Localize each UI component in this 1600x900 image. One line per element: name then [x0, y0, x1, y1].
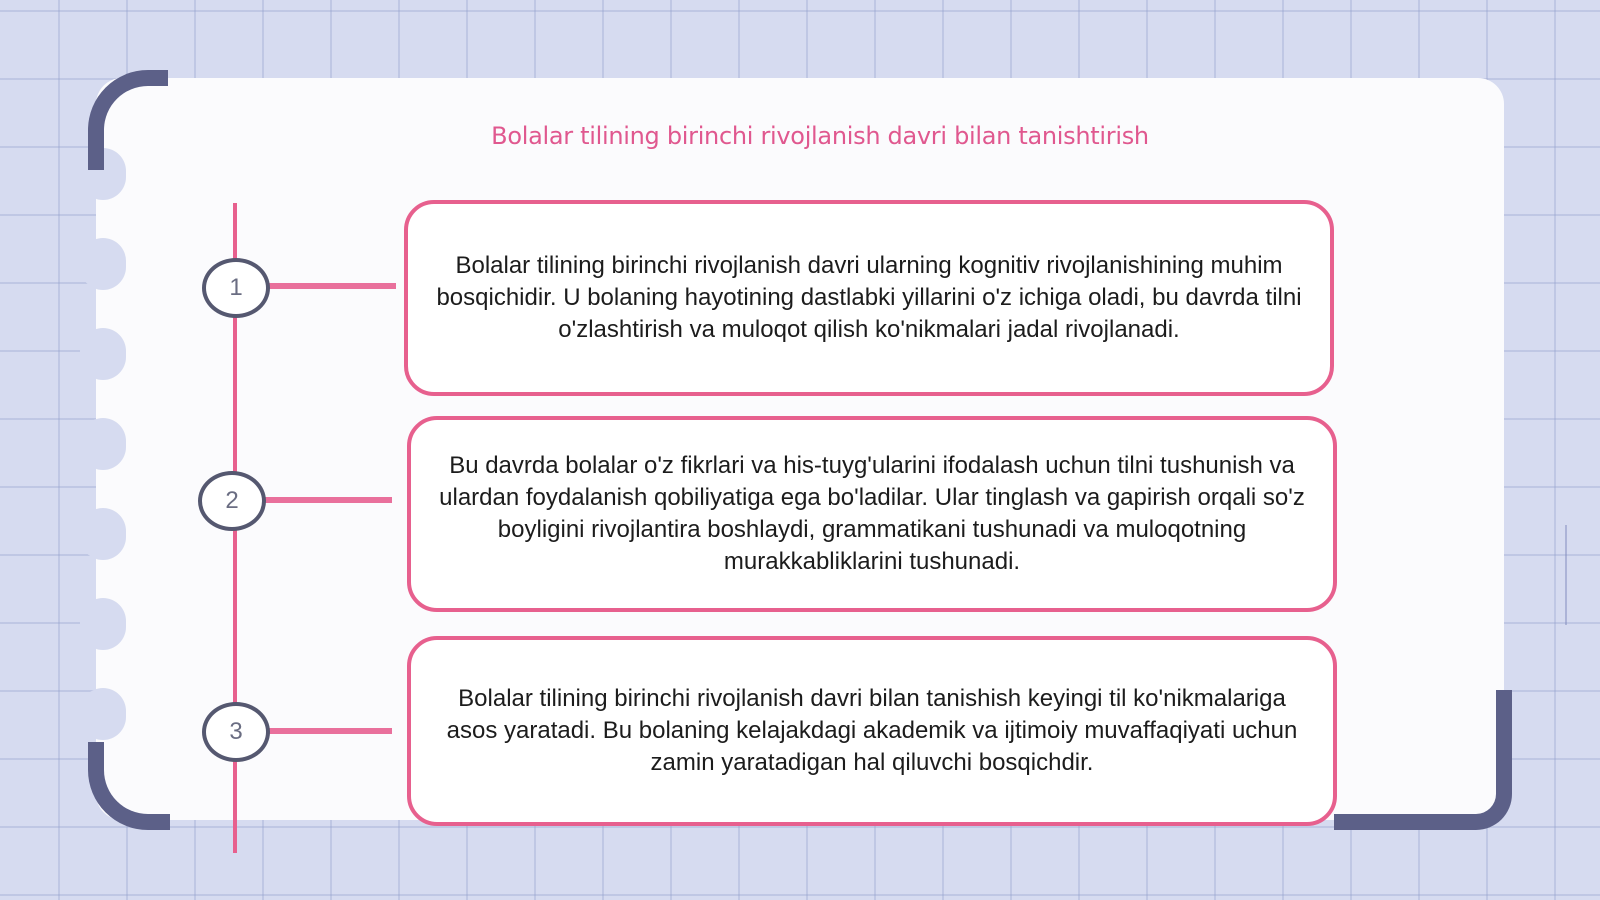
- slide-title: Bolalar tilining birinchi rivojlanish davri bilan tanishtirish: [491, 122, 1149, 150]
- frame-corner-bottom-left: [88, 742, 170, 830]
- timeline-connector: [266, 283, 396, 289]
- step-number-circle: 2: [198, 471, 266, 531]
- step-card-3: [407, 636, 1337, 826]
- frame-corner-bottom-right: [1334, 690, 1512, 830]
- card-notch: [80, 328, 126, 380]
- card-notch: [80, 508, 126, 560]
- frame-corner-top-left: [88, 70, 168, 170]
- card-notch: [80, 598, 126, 650]
- step-card-1: [404, 200, 1334, 396]
- card-notch: [80, 688, 126, 740]
- step-number-circle: 3: [202, 702, 270, 762]
- card-notch: [80, 238, 126, 290]
- grid-accent-line: [1565, 525, 1567, 625]
- step-text: Bu davrda bolalar o'z fikrlari va his-tuyg'ularini ifodalash uchun tilni tushunish va ulardan foydalanish qobiliyatiga ega bo'ladilar. Ular tinglash va gapirish orqali so'z boyligini rivojlantira boshlaydi, grammatikani tushunadi va muloqotning murakkabliklarini tushunadi.: [439, 452, 1305, 575]
- timeline-connector: [262, 497, 392, 503]
- step-number-circle: 1: [202, 258, 270, 318]
- timeline-connector: [266, 728, 392, 734]
- step-card-2: [407, 416, 1337, 612]
- step-text: Bolalar tilining birinchi rivojlanish davri bilan tanishish keyingi til ko'nikmalariga asos yaratadi. Bu bolaning kelajakdagi akademik va ijtimoiy muvaffaqiyati uchun zamin yaratadigan hal qiluvchi bosqichdir.: [446, 685, 1298, 776]
- card-notch: [80, 418, 126, 470]
- step-text: Bolalar tilining birinchi rivojlanish davri ularning kognitiv rivojlanishining muhim bosqichidir. U bolaning hayotining dastlabki yillarini o'z ichiga oladi, bu davrda tilni o'zlashtirish va muloqot qilish ko'nikmalari jadal rivojlanadi.: [436, 252, 1302, 343]
